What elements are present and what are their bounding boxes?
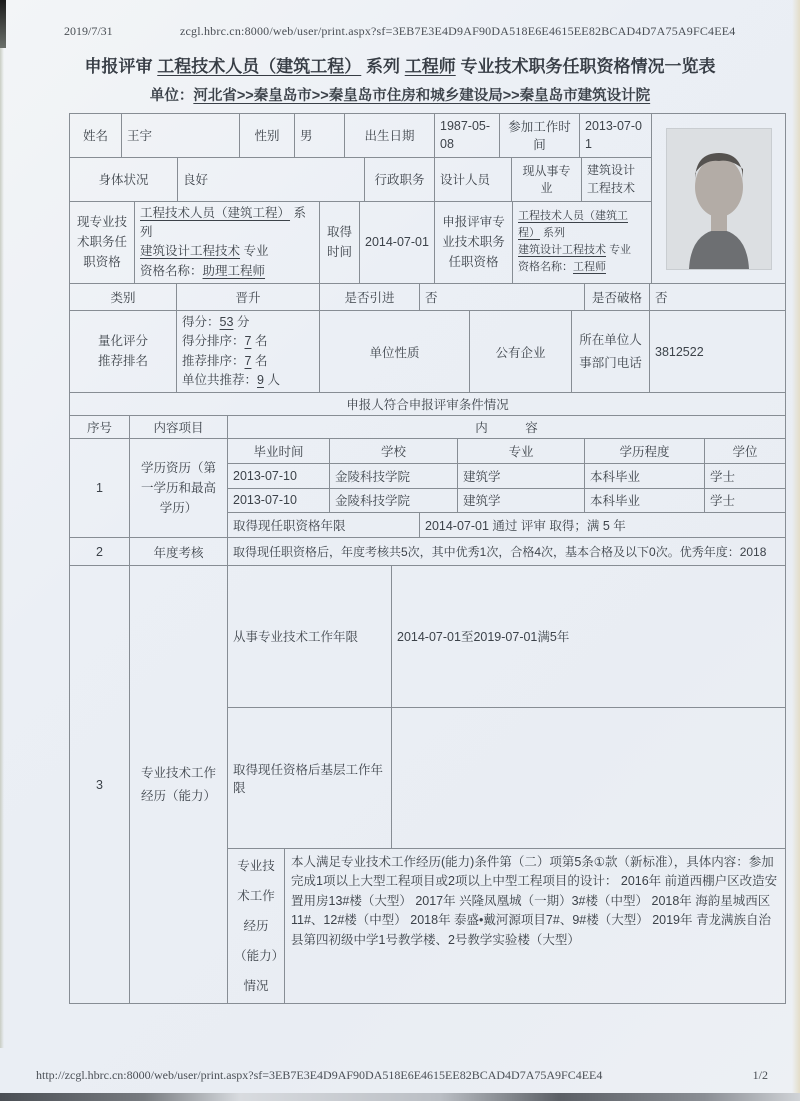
apply-qualification-label: 申报评审专业技术职务任职资格 bbox=[435, 202, 513, 285]
grassroots-label: 取得现任资格后基层工作年限 bbox=[228, 708, 392, 850]
score-line: 得分排序：7 名 bbox=[182, 334, 268, 349]
import-flag-value: 否 bbox=[420, 284, 585, 311]
name-label: 姓名 bbox=[70, 114, 122, 158]
gender-label: 性别 bbox=[240, 114, 295, 158]
edu-col-school: 学校 bbox=[330, 439, 458, 464]
birth-date-label: 出生日期 bbox=[345, 114, 435, 158]
admin-post-value: 设计人员 bbox=[435, 158, 512, 202]
title-series: 工程技术人员（建筑工程） bbox=[157, 57, 362, 76]
item3-title: 专业技术工作经历（能力） bbox=[130, 566, 228, 1004]
exception-flag-value: 否 bbox=[650, 284, 786, 311]
work-start-label: 参加工作时间 bbox=[500, 114, 580, 158]
profession-value: 建筑设计工程技术 bbox=[582, 158, 652, 202]
current-qualification-content: 工程技术人员（建筑工程） 系列 建筑设计工程技术 专业 资格名称：助理工程师 bbox=[140, 205, 306, 278]
profession-label: 现从事专业 bbox=[512, 158, 582, 202]
hr-phone-label: 所在单位人事部门电话 bbox=[572, 311, 650, 393]
current-qualification-label: 现专业技术职务任职资格 bbox=[70, 202, 135, 285]
title-prefix: 申报评审 bbox=[84, 57, 158, 76]
col-content-header: 内 容 bbox=[228, 416, 786, 439]
hr-phone-value: 3812522 bbox=[650, 311, 786, 393]
score-line: 得分：53 分 bbox=[182, 314, 250, 329]
acquire-time-value: 2014-07-01 bbox=[360, 202, 435, 285]
col-item-header: 内容项目 bbox=[130, 416, 228, 439]
page-number: 1/2 bbox=[752, 1068, 768, 1082]
unit-value: 河北省>>秦皇岛市>>秦皇岛市住房和城乡建设局>>秦皇岛市建筑设计院 bbox=[193, 88, 651, 104]
category-label: 类别 bbox=[70, 284, 177, 311]
item1-title: 学历资历（第一学历和最高学历） bbox=[130, 439, 228, 538]
scan-bottom-edge bbox=[0, 1093, 800, 1101]
detail-label: 专业技术工作经历（能力）情况 bbox=[228, 849, 285, 1004]
section-title: 申报人符合申报评审条件情况 bbox=[70, 393, 786, 416]
detail-content: 本人满足专业技术工作经历(能力)条件第（二）项第5条①款（新标准），具体内容：参加完成1项以上大型工程项目或2项以上中型工程项目的设计： 2016年 前道西棚户区改造安置用房13#楼（大型） 2017年 兴隆凤凰城（一期）3#楼（中型） 2018年 海韵星城西区11#、12#楼（中型） 2018年 泰盛•戴河源项目7#、9#楼（大型） 2019年 青龙满族自治县第四初级中学1号教学楼、2号教学实验楼（大型） bbox=[285, 849, 786, 1004]
work-years-value: 2014-07-01至2019-07-01满5年 bbox=[392, 566, 786, 708]
health-label: 身体状况 bbox=[70, 158, 178, 202]
gender-value: 男 bbox=[295, 114, 345, 158]
edu-col-grad-date: 毕业时间 bbox=[228, 439, 330, 464]
unit-type-label: 单位性质 bbox=[320, 311, 470, 393]
edu-row: 2013-07-10 金陵科技学院 建筑学 本科毕业 学士 bbox=[228, 489, 786, 514]
category-value: 晋升 bbox=[177, 284, 320, 311]
scan-edge-shadow bbox=[0, 48, 4, 1048]
work-start-value: 2013-07-01 bbox=[580, 114, 652, 158]
edu-row: 2013-07-10 金陵科技学院 建筑学 本科毕业 学士 bbox=[228, 464, 786, 489]
item2-no: 2 bbox=[70, 538, 130, 566]
import-flag-label: 是否引进 bbox=[320, 284, 420, 311]
score-panel bbox=[182, 313, 280, 391]
score-line: 单位共推荐：9 人 bbox=[182, 372, 280, 387]
footer-url: http://zcgl.hbrc.cn:8000/web/user/print.aspx?sf=3EB7E3E4D9AF90DA518E6E4615EE82BCAD4D7A75A9FC4EE4 bbox=[36, 1068, 603, 1082]
score-rank-label: 量化评分 推荐排名 bbox=[97, 334, 148, 368]
grassroots-value bbox=[392, 708, 786, 850]
tenure-label: 取得现任职资格年限 bbox=[228, 513, 420, 538]
edu-col-degree: 学位 bbox=[705, 439, 786, 464]
applicant-photo bbox=[667, 129, 771, 269]
scan-date: 2019/7/31 bbox=[64, 24, 113, 38]
print-url-top: zcgl.hbrc.cn:8000/web/user/print.aspx?sf=3EB7E3E4D9AF90DA518E6E4615EE82BCAD4D7A75A9FC4EE4 bbox=[180, 24, 736, 38]
exception-flag-label: 是否破格 bbox=[585, 284, 650, 311]
tenure-value: 2014-07-01 通过 评审 取得；满 5 年 bbox=[420, 513, 786, 538]
admin-post-label: 行政职务 bbox=[365, 158, 435, 202]
photo-cell bbox=[652, 114, 786, 284]
scan-edge-artifact bbox=[0, 0, 6, 48]
item3-no: 3 bbox=[70, 566, 130, 1004]
work-years-label: 从事专业技术工作年限 bbox=[228, 566, 392, 708]
qualification-form-table bbox=[69, 113, 786, 1004]
apply-qualification-content: 工程技术人员（建筑工程） 系列 建筑设计工程技术 专业 资格名称：工程师 bbox=[518, 210, 632, 274]
item2-content: 取得现任职资格后，年度考核共5次，其中优秀1次，合格4次，基本合格及以下0次。优秀年度：2018 bbox=[228, 538, 786, 566]
form-title bbox=[0, 52, 800, 77]
item1-no: 1 bbox=[70, 439, 130, 538]
unit-breadcrumb bbox=[0, 84, 800, 105]
item2-title: 年度考核 bbox=[130, 538, 228, 566]
title-mid: 系列 bbox=[361, 57, 405, 76]
title-suffix: 专业技术职务任职资格情况一览表 bbox=[455, 57, 716, 76]
birth-date-value: 1987-05-08 bbox=[435, 114, 500, 158]
health-value: 良好 bbox=[178, 158, 365, 202]
unit-label: 单位： bbox=[149, 88, 194, 104]
score-line: 推荐排序：7 名 bbox=[182, 353, 268, 368]
name-value: 王宇 bbox=[122, 114, 240, 158]
scan-edge-right bbox=[792, 0, 800, 1101]
edu-col-level: 学历程度 bbox=[585, 439, 705, 464]
col-no-header: 序号 bbox=[70, 416, 130, 439]
edu-col-major: 专业 bbox=[458, 439, 585, 464]
acquire-time-label: 取得时间 bbox=[320, 202, 360, 285]
unit-type-value: 公有企业 bbox=[470, 311, 572, 393]
title-rank: 工程师 bbox=[404, 57, 456, 76]
